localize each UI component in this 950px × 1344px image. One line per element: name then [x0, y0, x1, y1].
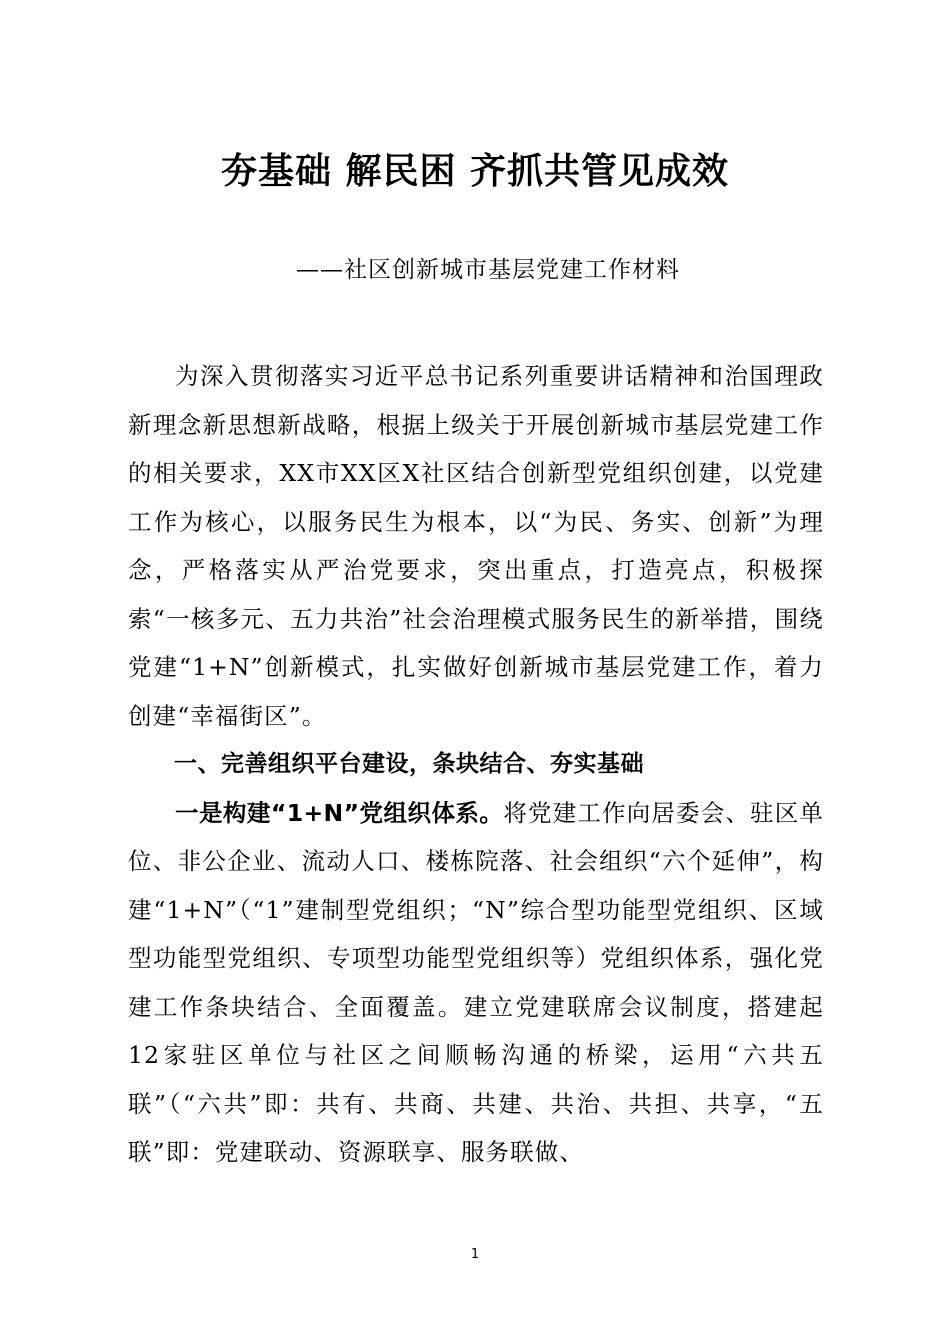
section-paragraph — [128, 789, 824, 1177]
paragraph-text: 将党建工作向居委会、驻区单位、非公企业、流动人口、楼栋院落、社会组织“六个延伸”，构建“1+N”（“1”建制型党组织；“N”综合型功能型党组织、区域型功能型党组织、专项型功能型党组织等）党组织体系，强化党建工作条块结合、全面覆盖。建立党建联席会议制度，搭建起12家驻区单位与社区之间顺畅沟通的桥梁，运用“六共五联”（“六共”即：共有、共商、共建、共治、共担、共享，“五联”即：党建联动、资源联享、服务联做、 — [128, 798, 824, 1166]
section-heading: 一、完善组织平台建设，条块结合、夯实基础 — [174, 751, 644, 777]
document-title: 夯基础 解民困 齐抓共管见成效 — [220, 150, 730, 192]
document-body — [128, 352, 824, 1177]
intro-paragraph: 为深入贯彻落实习近平总书记系列重要讲话精神和治国理政新理念新思想新战略，根据上级关于开展创新城市基层党建工作的相关要求，XX市XX区X社区结合创新型党组织创建，以党建工作为核心，以服务民生为根本，以“为民、务实、创新”为理念，严格落实从严治党要求，突出重点，打造亮点，积极探索“一核多元、五力共治”社会治理模式服务民生的新举措，围绕党建“1+N”创新模式，扎实做好创新城市基层党建工作，着力创建“幸福街区”。 — [128, 362, 824, 730]
page-number: 1 — [470, 1247, 480, 1262]
paragraph-lead: 一是构建“1+N”党组织体系。 — [175, 798, 504, 827]
document-subtitle: ——社区创新城市基层党建工作材料 — [296, 257, 680, 283]
